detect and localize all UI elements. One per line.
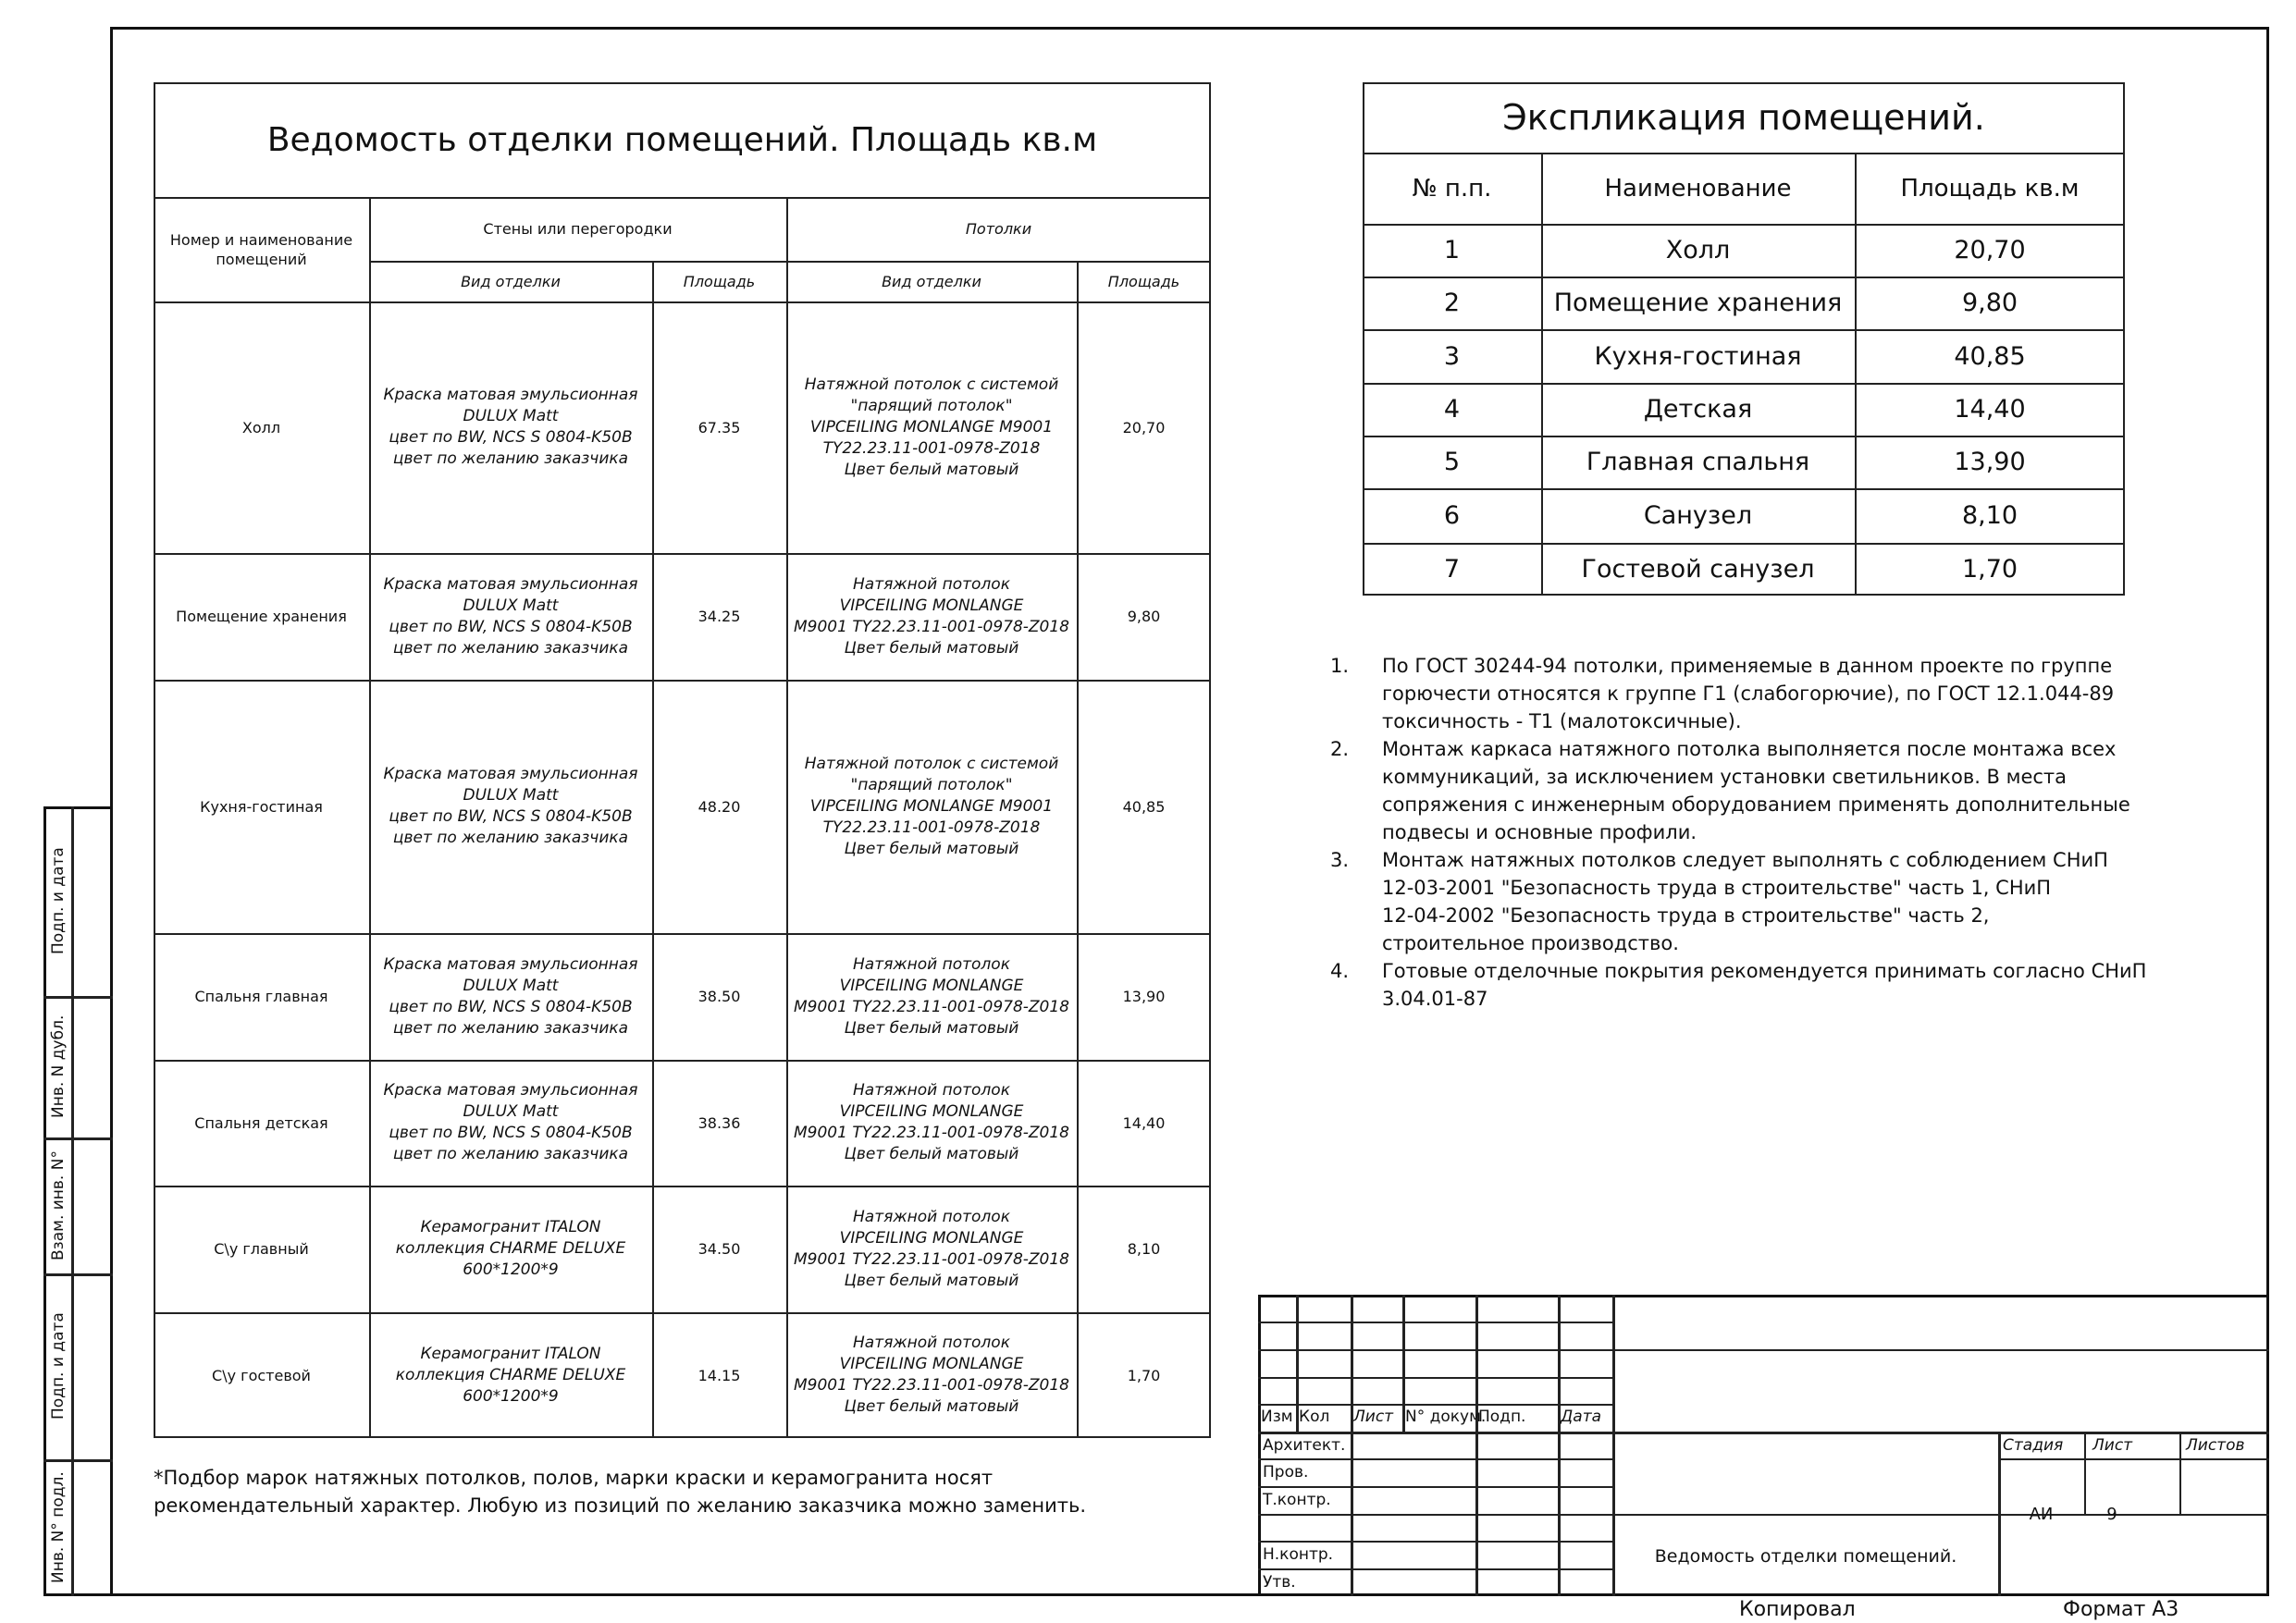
finish-line: цвет по BW, NCS S 0804-K50B (389, 807, 633, 826)
finish-line: Керамогранит ITALON (420, 1344, 601, 1363)
finish-line: DULUX Matt (463, 976, 559, 995)
finish-line: VIPCEILING MONLANGE M9001 (809, 417, 1054, 436)
note-number: 3. (1330, 849, 1350, 871)
finish-line: коллекция CHARME DELUXE (395, 1239, 626, 1258)
col-header-walls: Стены или перегородки (483, 220, 673, 238)
row-divider (154, 680, 1211, 682)
finish-line: Натяжной потолок (853, 954, 1010, 974)
ceiling-area: 14,40 (1122, 1113, 1166, 1132)
explication-area: 8,10 (1961, 501, 2018, 530)
subheader-wall-type: Вид отделки (461, 272, 561, 290)
note-item (1330, 652, 2163, 735)
stamp-line (1351, 1295, 1353, 1596)
ceiling-area: 9,80 (1127, 608, 1161, 625)
subheader-ceiling-type: Вид отделки (882, 272, 981, 290)
finish-line: Натяжной потолок (853, 574, 1010, 594)
row-divider (154, 1060, 1211, 1062)
stamp-sheet-title: Ведомость отделки помещений. (1654, 1545, 1957, 1567)
explication-col-area: Площадь кв.м (1900, 174, 2080, 203)
finish-line: цвет по желанию заказчика (392, 638, 629, 658)
ceiling-finish (786, 933, 1077, 1060)
note-line: Готовые отделочные покрытия рекомендуется принимать согласно СНиП (1382, 960, 2147, 982)
note-line: Монтаж каркаса натяжного потолка выполняется после монтажа всех (1382, 738, 2117, 760)
note-item (1330, 846, 2163, 957)
wall-finish-text (396, 1217, 625, 1281)
row-divider (154, 933, 1211, 935)
wall-area: 38.50 (697, 988, 741, 1005)
finish-line: DULUX Matt (463, 407, 559, 425)
explication-num: 7 (1443, 555, 1461, 584)
finish-line: "парящий потолок" (850, 396, 1013, 415)
note-number: 4. (1330, 960, 1350, 982)
notes-list (1330, 652, 2163, 1013)
finish-line: M9001 TY22.23.11-001-0978-Z018 (793, 1376, 1069, 1395)
stamp-format-label: Формат А3 (2063, 1598, 2179, 1621)
room-name: С\у главный (214, 1240, 309, 1258)
stamp-line (1612, 1432, 2269, 1434)
stamp-line (1475, 1295, 1478, 1596)
finish-line: TY22.23.11-001-0978-Z018 (822, 818, 1041, 837)
note-text (1382, 735, 2130, 846)
wall-finish-text (383, 574, 637, 659)
finish-line: Краска матовая эмульсионная (383, 574, 638, 594)
ceiling-finish (786, 301, 1077, 553)
side-strip-label: Подп. и дата (49, 847, 68, 955)
ceiling-finish (786, 680, 1077, 933)
finish-line: Цвет белый матовый (844, 1145, 1019, 1163)
finish-line: TY22.23.11-001-0978-Z018 (822, 438, 1041, 458)
explication-name: Гостевой санузел (1581, 555, 1815, 584)
footnote-line: *Подбор марок натяжных потолков, полов, марки краски и керамогранита носят (154, 1467, 994, 1489)
stamp-sheet-value: 9 (2106, 1504, 2117, 1524)
room-name: Кухня-гостиная (200, 797, 323, 816)
finish-line: цвет по желанию заказчика (392, 1018, 629, 1038)
explication-name: Кухня-гостиная (1594, 341, 1802, 371)
note-text (1382, 957, 2146, 1013)
stamp-role-label: Утв. (1263, 1573, 1296, 1592)
note-text (1382, 652, 2114, 735)
explication-num: 3 (1443, 341, 1461, 371)
explication-col-num: № п.п. (1412, 174, 1492, 203)
ceiling-area: 40,85 (1122, 797, 1166, 816)
stamp-role-label: Н.контр. (1263, 1545, 1334, 1564)
stamp-line (1558, 1295, 1561, 1596)
stamp-copied-label: Копировал (1739, 1598, 1856, 1621)
explication-area: 1,70 (1961, 555, 2018, 584)
wall-finish-text (383, 385, 637, 470)
finish-line: цвет по BW, NCS S 0804-K50B (389, 617, 633, 636)
ceiling-finish-text (794, 1207, 1069, 1292)
finish-line: цвет по желанию заказчика (392, 449, 629, 468)
finish-line: Натяжной потолок (853, 1334, 1010, 1352)
finish-line: коллекция CHARME DELUXE (395, 1365, 626, 1384)
side-strip-label: Взам. инв. N° (49, 1150, 68, 1260)
note-text (1382, 846, 2108, 957)
finish-line: DULUX Matt (463, 596, 559, 615)
finish-line: VIPCEILING MONLANGE (839, 1102, 1024, 1121)
side-strip-label: Инв. N° подл. (49, 1471, 68, 1584)
finish-line: M9001 TY22.23.11-001-0978-Z018 (793, 1124, 1069, 1142)
note-line: подвесы и основные профили. (1382, 821, 1697, 843)
finish-line: DULUX Matt (463, 1102, 559, 1121)
finish-line: Керамогранит ITALON (420, 1218, 601, 1236)
stamp-role-label: Т.контр. (1263, 1491, 1331, 1509)
note-line: горючести относятся к группе Г1 (слабогорючие), по ГОСТ 12.1.044-89 (1382, 682, 2115, 705)
explication-area: 13,90 (1954, 448, 2026, 476)
note-item (1330, 735, 2163, 846)
finish-line: VIPCEILING MONLANGE (839, 596, 1024, 615)
wall-finish-text (383, 954, 637, 1039)
explication-area: 40,85 (1954, 341, 2026, 371)
side-strip-divider (71, 806, 74, 1596)
finish-line: Натяжной потолок (853, 1081, 1010, 1100)
ceiling-finish-text (794, 1333, 1069, 1418)
ceiling-finish (786, 553, 1077, 680)
stamp-sheet-label: Лист (2092, 1436, 2133, 1455)
explication-name: Санузел (1643, 501, 1753, 530)
finish-line: Цвет белый матовый (844, 1397, 1019, 1416)
wall-finish (369, 933, 652, 1060)
col-header-ceilings: Потолки (965, 220, 1032, 238)
finish-table-title: Ведомость отделки помещений. Площадь кв.м (266, 120, 1098, 159)
explication-name: Помещение хранения (1553, 289, 1843, 317)
finish-line: Натяжной потолок с системой (804, 754, 1059, 773)
finish-line: M9001 TY22.23.11-001-0978-Z018 (793, 997, 1069, 1016)
explication-name: Главная спальня (1586, 448, 1810, 476)
explication-num: 4 (1443, 395, 1461, 424)
finish-line: VIPCEILING MONLANGE (839, 1228, 1024, 1248)
finish-line: Краска матовая эмульсионная (383, 954, 638, 974)
explication-num: 2 (1443, 289, 1461, 317)
wall-area: 34.50 (697, 1240, 741, 1258)
note-line: коммуникаций, за исключением установки светильников. В места (1382, 766, 2068, 788)
side-strip-label: Подп. и дата (49, 1312, 68, 1420)
finish-line: цвет по BW, NCS S 0804-K50B (389, 428, 633, 447)
note-number: 1. (1330, 655, 1350, 677)
room-name: Помещение хранения (176, 608, 347, 625)
finish-line: M9001 TY22.23.11-001-0978-Z018 (793, 617, 1069, 636)
explication-col-name: Наименование (1604, 174, 1792, 203)
ceiling-area: 1,70 (1127, 1366, 1161, 1384)
stamp-stage-value: АИ (2029, 1504, 2054, 1524)
stamp-sheets-value (2179, 1495, 2269, 1532)
row-divider (154, 1312, 1211, 1314)
note-line: сопряжения с инженерным оборудованием применять дополнительные (1382, 793, 2130, 816)
stamp-sheets-label: Листов (2186, 1436, 2245, 1455)
finish-line: M9001 TY22.23.11-001-0978-Z018 (793, 1249, 1069, 1269)
stamp-header-label: Лист (1353, 1408, 1394, 1426)
explication-title: Экспликация помещений. (1502, 97, 1985, 138)
finish-line: Краска матовая эмульсионная (383, 765, 638, 783)
explication-area: 14,40 (1954, 395, 2026, 424)
room-name: Спальня детская (194, 1113, 328, 1132)
finish-line: Цвет белый матовый (844, 460, 1019, 479)
row-divider (154, 553, 1211, 555)
stamp-line (1612, 1349, 2269, 1351)
finish-line: 600*1200*9 (463, 1260, 559, 1279)
note-line: 12-04-2002 "Безопасность труда в строительстве" часть 2, (1382, 904, 1990, 927)
finish-line: 600*1200*9 (463, 1386, 559, 1406)
finish-line: Цвет белый матовый (844, 839, 1019, 858)
stamp-role-label: Пров. (1263, 1463, 1309, 1482)
wall-area: 48.20 (697, 797, 741, 816)
stamp-stage-label: Стадия (2003, 1436, 2064, 1455)
ceiling-area: 20,70 (1122, 418, 1166, 436)
wall-finish (369, 1186, 652, 1312)
finish-line: VIPCEILING MONLANGE M9001 (809, 796, 1054, 816)
wall-finish-text (383, 764, 637, 849)
wall-finish (369, 301, 652, 553)
finish-line: цвет по желанию заказчика (392, 829, 629, 847)
footnote-line: рекомендательный характер. Любую из позиций по желанию заказчика можно заменить. (154, 1494, 1087, 1517)
ceiling-finish-text (794, 954, 1069, 1039)
finish-line: Цвет белый матовый (844, 1271, 1019, 1290)
wall-finish-text (396, 1344, 625, 1408)
wall-area: 67.35 (697, 418, 741, 436)
stamp-role-label: Архитект. (1263, 1436, 1346, 1455)
finish-line: Натяжной потолок с системой (804, 375, 1059, 394)
explication-num: 6 (1443, 501, 1461, 530)
explication-name: Детская (1643, 395, 1753, 424)
wall-area: 38.36 (697, 1113, 741, 1132)
note-line: По ГОСТ 30244-94 потолки, применяемые в данном проекте по группе (1382, 655, 2113, 677)
finish-line: Натяжной потолок (853, 1207, 1010, 1226)
subheader-wall-area: Площадь (683, 272, 756, 290)
stamp-header-label: Подп. (1478, 1408, 1526, 1426)
stamp-header-label: Дата (1561, 1408, 1602, 1426)
wall-finish (369, 1312, 652, 1438)
finish-line: VIPCEILING MONLANGE (839, 976, 1024, 995)
col-header-room-label: Номер и наименование помещений (169, 230, 353, 268)
ceiling-finish (786, 1186, 1077, 1312)
ceiling-finish-text (794, 574, 1069, 659)
note-line: 12-03-2001 "Безопасность труда в строительстве" часть 1, СНиП (1382, 877, 2052, 899)
ceiling-finish-text (805, 375, 1059, 481)
room-name: Спальня главная (194, 988, 328, 1005)
footnote (154, 1464, 1264, 1519)
finish-line: "парящий потолок" (850, 775, 1013, 794)
finish-line: Краска матовая эмульсионная (383, 1081, 638, 1100)
explication-area: 9,80 (1961, 289, 2018, 317)
finish-line: цвет по BW, NCS S 0804-K50B (389, 997, 633, 1016)
note-line: токсичность - Т1 (малотоксичные). (1382, 710, 1742, 732)
note-number: 2. (1330, 738, 1350, 760)
row-divider (154, 1186, 1211, 1187)
wall-finish (369, 553, 652, 680)
wall-finish-text (383, 1080, 637, 1165)
wall-finish (369, 680, 652, 933)
ceiling-finish-text (794, 1080, 1069, 1165)
ceiling-area: 8,10 (1127, 1240, 1161, 1258)
stamp-line (1998, 1458, 2269, 1460)
side-strip-label: Инв. N дубл. (49, 1014, 68, 1119)
stamp-header-label: N° докум. (1405, 1408, 1487, 1426)
room-name: Холл (241, 418, 281, 436)
explication-area: 20,70 (1954, 236, 2026, 264)
room-name: С\у гостевой (212, 1366, 311, 1384)
ceiling-finish-text (805, 754, 1059, 860)
stamp-header-label: Изм (1261, 1408, 1293, 1426)
explication-name: Холл (1665, 236, 1731, 264)
note-line: строительное производство. (1382, 932, 1679, 954)
finish-line: Цвет белый матовый (844, 1018, 1019, 1038)
finish-line: VIPCEILING MONLANGE (839, 1355, 1024, 1373)
col-header-room (154, 197, 369, 301)
finish-line: Краска матовая эмульсионная (383, 386, 638, 404)
finish-line: цвет по BW, NCS S 0804-K50B (389, 1124, 633, 1142)
ceiling-finish (786, 1312, 1077, 1438)
wall-area: 34.25 (697, 608, 741, 625)
finish-line: цвет по желанию заказчика (392, 1145, 629, 1163)
stamp-header-label: Кол (1299, 1408, 1330, 1426)
ceiling-finish (786, 1060, 1077, 1186)
note-item (1330, 957, 2163, 1013)
note-line: Монтаж натяжных потолков следует выполнять с соблюдением СНиП (1382, 849, 2108, 871)
finish-line: DULUX Matt (463, 786, 559, 805)
note-line: 3.04.01-87 (1382, 988, 1488, 1010)
explication-num: 5 (1443, 448, 1461, 476)
explication-num: 1 (1443, 236, 1461, 264)
finish-line: Цвет белый матовый (844, 638, 1019, 658)
wall-finish (369, 1060, 652, 1186)
wall-area: 14.15 (697, 1366, 741, 1384)
ceiling-area: 13,90 (1122, 988, 1166, 1005)
subheader-ceiling-area: Площадь (1107, 272, 1180, 290)
